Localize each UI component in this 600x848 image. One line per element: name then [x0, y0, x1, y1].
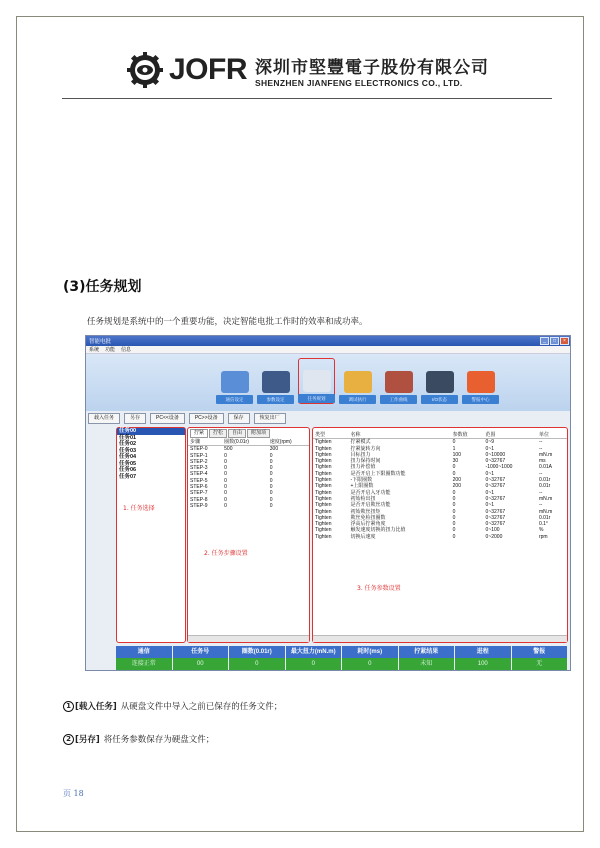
table-cell: 触发速度切换的扭力比值	[350, 527, 406, 534]
table-cell: 切换后速度	[350, 533, 376, 540]
table-cell: Tighten	[315, 451, 332, 458]
nav-3-button[interactable]	[298, 358, 335, 404]
app-title: 智能电批	[89, 339, 112, 345]
status-bar	[116, 646, 568, 670]
table-cell: 0.01r	[538, 483, 551, 490]
nav-label: 调试执行	[339, 395, 376, 404]
table-cell: 欺丝免检扭圈数	[350, 514, 386, 521]
status-value: 00	[173, 658, 230, 670]
table-cell: 0	[224, 490, 227, 497]
table-cell: 0	[224, 502, 227, 509]
table-cell: mN.m	[538, 495, 553, 502]
toolbar-button-2[interactable]: PC<<设备	[150, 413, 185, 424]
table-cell: STEP-3	[190, 465, 208, 472]
status-value: 100	[455, 658, 512, 670]
nav-icon	[467, 371, 495, 393]
table-cell: 0~1	[485, 470, 495, 477]
table-cell: STEP-5	[190, 477, 208, 484]
table-cell: 200	[452, 477, 461, 484]
table-cell: Tighten	[315, 527, 332, 534]
table-cell: 0.01r	[538, 477, 551, 484]
table-cell: 0~2000	[485, 533, 503, 540]
task-item[interactable]: 任务07	[119, 473, 137, 480]
section-intro: 任务规划是系统中的一个重要功能，决定智能电批工作时的效率和成功率。	[87, 317, 368, 327]
task-item[interactable]: 任务01	[119, 434, 137, 441]
status-header: 进程	[455, 646, 512, 658]
task-list-panel	[116, 427, 186, 643]
table-cell: STEP-4	[190, 471, 208, 478]
table-cell: 浮高后拧紧角度	[350, 521, 386, 528]
column-header: 类型	[313, 432, 348, 439]
status-header: 耗时(ms)	[342, 646, 399, 658]
table-cell: 0	[452, 495, 456, 502]
toolbar-button-5[interactable]: 恢复出厂	[254, 413, 286, 424]
table-cell: 0	[269, 477, 273, 484]
table-cell: 0.1°	[538, 521, 548, 528]
header-divider	[62, 98, 552, 99]
table-cell: 0	[269, 490, 273, 497]
table-cell: Tighten	[315, 533, 332, 540]
status-header: 通信	[116, 646, 173, 658]
table-cell: 0	[269, 502, 273, 509]
task-item[interactable]: 任务00	[117, 428, 185, 435]
table-cell: 是否开启欺丝功能	[350, 502, 391, 509]
table-cell: 0~9	[485, 439, 495, 446]
table-cell: Tighten	[315, 439, 332, 446]
table-cell: 0~32767	[485, 495, 506, 502]
status-header: 拧紧结果	[399, 646, 456, 658]
table-cell: 0	[452, 470, 456, 477]
table-cell: 扭力补偿值	[350, 464, 376, 471]
table-cell: 1	[452, 445, 456, 452]
table-cell: 0~1	[485, 489, 495, 496]
table-cell: 是否开启上下限圈数功能	[350, 470, 406, 477]
maximize-icon[interactable]: □	[550, 337, 559, 345]
table-cell: 0	[452, 514, 456, 521]
table-cell: 0~32767	[485, 483, 506, 490]
task-item[interactable]: 任务03	[119, 447, 137, 454]
table-cell: STEP-1	[190, 452, 208, 459]
nav-icon	[344, 371, 372, 393]
toolbar-button-1[interactable]: 另存	[124, 413, 146, 424]
column-header: 步骤	[188, 439, 222, 446]
item-name: [另存]	[75, 735, 100, 745]
task-item[interactable]: 任务05	[119, 460, 137, 467]
app-window	[85, 335, 571, 671]
table-cell: 0~100	[485, 527, 500, 534]
step-tab[interactable]: 附加项	[247, 429, 270, 438]
table-cell: 30	[452, 458, 459, 465]
column-header: 圈数(0.01r)	[222, 439, 268, 446]
nav-label: I/O状态	[421, 395, 458, 404]
nav-banner	[86, 354, 570, 411]
table-cell: rpm	[538, 533, 548, 540]
table-cell: 0	[452, 489, 456, 496]
toolbar-button-0[interactable]: 载入任务	[88, 413, 120, 424]
table-cell: STEP-7	[190, 490, 208, 497]
item-number: 1	[63, 701, 74, 712]
status-header: 最大扭力(mN.m)	[286, 646, 343, 658]
table-cell: 0	[269, 465, 273, 472]
table-cell: mN.m	[538, 451, 553, 458]
table-cell: -1000~1000	[485, 464, 513, 471]
table-cell: Tighten	[315, 483, 332, 490]
table-cell: 0.01A	[538, 464, 553, 471]
table-cell: 0	[452, 521, 456, 528]
step-tab[interactable]: 自由	[228, 429, 246, 438]
nav-icon	[221, 371, 249, 393]
table-cell: 300	[269, 446, 279, 453]
status-value: 0	[229, 658, 286, 670]
step-scrollbar[interactable]	[188, 635, 309, 642]
status-value: 0	[286, 658, 343, 670]
table-cell: 0	[224, 458, 227, 465]
table-cell: STEP-8	[190, 496, 208, 503]
menubar	[86, 346, 570, 354]
table-cell: 0~1	[485, 445, 495, 452]
table-cell: --	[538, 489, 543, 496]
toolbar	[88, 413, 286, 425]
status-value: 未知	[399, 658, 456, 670]
table-cell: Tighten	[315, 445, 332, 452]
table-row[interactable]	[313, 534, 567, 540]
table-cell: 100	[452, 451, 461, 458]
table-cell: Tighten	[315, 464, 332, 471]
table-cell: 0~32767	[485, 458, 506, 465]
table-cell: --	[538, 502, 543, 509]
page-number: 页 18	[63, 789, 84, 798]
table-row[interactable]	[188, 446, 309, 453]
status-header: 圈数(0.01r)	[229, 646, 286, 658]
table-cell: 0	[452, 527, 456, 534]
table-cell: 0.01r	[538, 514, 551, 521]
step-tab[interactable]: 拧松	[209, 429, 227, 438]
item-save-as	[63, 733, 214, 745]
table-cell: 0	[269, 471, 273, 478]
table-cell: 0	[452, 502, 456, 509]
item-number: 2	[63, 734, 74, 745]
nav-4-button[interactable]	[339, 358, 376, 404]
table-cell: Tighten	[315, 477, 332, 484]
param-setting-label: 3. 任务参数设置	[357, 585, 401, 592]
column-header: 单位	[537, 432, 567, 439]
table-cell: Tighten	[315, 458, 332, 465]
nav-label: 工作曲线	[380, 395, 417, 404]
table-cell: 0	[269, 452, 273, 459]
table-cell: STEP-0	[190, 446, 208, 453]
param-panel	[312, 427, 568, 643]
table-cell: 目标扭力	[350, 451, 371, 458]
step-setting-label: 2. 任务步骤设置	[204, 550, 248, 557]
menu-info[interactable]: 信息	[121, 347, 132, 353]
nav-5-button[interactable]	[380, 358, 417, 404]
table-cell: 扭力保持时间	[350, 458, 381, 465]
table-cell: %	[538, 527, 544, 534]
nav-label: 通信设定	[216, 395, 253, 404]
nav-icon	[385, 371, 413, 393]
table-cell: 0	[269, 484, 273, 491]
app-titlebar	[86, 336, 570, 346]
nav-icon	[262, 371, 290, 393]
table-cell: 0	[452, 533, 456, 540]
logo-text: JOFR	[169, 53, 248, 86]
table-cell: Tighten	[315, 508, 332, 515]
table-cell: Tighten	[315, 489, 332, 496]
item-desc: 将任务参数保存为硬盘文件；	[103, 735, 215, 745]
table-row[interactable]	[313, 439, 567, 446]
item-desc: 从硬盘文件中导入之前已保存的任务文件；	[120, 702, 283, 712]
company-name-cn: 深圳市堅豐電子股份有限公司	[255, 57, 490, 78]
table-cell: 0	[224, 496, 227, 503]
table-cell: 拧紧旋转方向	[350, 445, 381, 452]
column-header: 参数值	[451, 432, 484, 439]
table-cell: Tighten	[315, 495, 332, 502]
column-header: 范围	[484, 432, 537, 439]
table-cell: -下限圈数	[350, 477, 373, 484]
toolbar-button-3[interactable]: PC>>设备	[189, 413, 224, 424]
table-cell: 500	[224, 446, 233, 453]
table-cell: mN.m	[538, 508, 553, 515]
table-cell: 拧紧模式	[350, 439, 371, 446]
table-row[interactable]	[188, 503, 309, 509]
status-header: 任务号	[173, 646, 230, 658]
table-cell: Tighten	[315, 521, 332, 528]
table-cell: Tighten	[315, 514, 332, 521]
table-cell: 200	[452, 483, 461, 490]
task-select-label: 1. 任务选择	[123, 505, 155, 512]
nav-label: 参数设定	[257, 395, 294, 404]
table-cell: 初始检出扭	[350, 495, 376, 502]
menu-function[interactable]: 功能	[105, 347, 116, 353]
nav-7-button[interactable]	[462, 358, 499, 404]
table-cell: 0	[269, 458, 273, 465]
table-cell: --	[538, 439, 543, 446]
toolbar-button-4[interactable]: 保存	[228, 413, 250, 424]
table-cell: STEP-2	[190, 458, 208, 465]
status-value: 无	[512, 658, 569, 670]
param-table	[313, 432, 567, 540]
table-cell: ms	[538, 458, 546, 465]
table-cell: 是否开启入牙功能	[350, 489, 391, 496]
table-cell: --	[538, 445, 543, 452]
table-cell: 0	[452, 439, 456, 446]
letterhead	[125, 52, 489, 88]
table-cell: Tighten	[315, 470, 332, 477]
nav-6-button[interactable]	[421, 358, 458, 404]
task-item[interactable]: 任务06	[119, 467, 137, 473]
table-cell: 0	[224, 477, 227, 484]
table-cell: STEP-9	[190, 502, 208, 509]
nav-1-button[interactable]	[216, 358, 253, 404]
table-cell: 0~1	[485, 502, 495, 509]
table-cell: 0	[452, 464, 456, 471]
table-cell: 0	[452, 508, 456, 515]
table-cell: 0~10000	[485, 451, 506, 458]
nav-label: 任务规划	[298, 394, 335, 403]
table-cell: 0	[224, 452, 227, 459]
table-cell: --	[538, 470, 543, 477]
table-cell: 0	[269, 496, 273, 503]
table-cell: 初始欺丝扭矩	[350, 508, 381, 515]
task-item[interactable]: 任务02	[119, 441, 137, 447]
item-name: [载入任务]	[75, 702, 117, 712]
status-value: 0	[342, 658, 399, 670]
nav-2-button[interactable]	[257, 358, 294, 404]
table-cell: 0~32767	[485, 508, 506, 515]
step-table	[188, 439, 309, 509]
table-cell: 0~32767	[485, 477, 506, 484]
column-header: 名称	[348, 432, 450, 439]
nav-icon	[303, 370, 331, 392]
param-scrollbar[interactable]	[313, 635, 567, 642]
nav-label: 警报中心	[462, 395, 499, 404]
table-cell: 0	[224, 465, 227, 472]
table-cell: 0~32767	[485, 514, 506, 521]
status-header: 警报	[512, 646, 569, 658]
table-cell: 0	[224, 484, 227, 491]
close-icon[interactable]: ×	[560, 337, 569, 345]
company-name-en: SHENZHEN JIANFENG ELECTRONICS CO., LTD.	[255, 77, 463, 88]
table-cell: Tighten	[315, 502, 332, 509]
minimize-icon[interactable]: _	[540, 337, 549, 345]
table-cell: STEP-6	[190, 484, 208, 491]
menu-system[interactable]: 系统	[89, 347, 100, 353]
step-panel	[187, 427, 310, 643]
column-header: 速度(rpm)	[268, 439, 309, 446]
section-title: (3)任务规划	[63, 279, 142, 295]
task-item[interactable]: 任务04	[119, 454, 137, 460]
table-cell: +上限圈数	[350, 483, 374, 490]
nav-icon	[426, 371, 454, 393]
status-value: 连接正常	[116, 658, 173, 670]
table-cell: 0	[224, 471, 227, 478]
item-load-task	[63, 700, 282, 712]
step-tab[interactable]: 拧紧	[190, 429, 208, 438]
gear-logo-icon	[125, 52, 165, 88]
table-cell: 0~32767	[485, 521, 506, 528]
